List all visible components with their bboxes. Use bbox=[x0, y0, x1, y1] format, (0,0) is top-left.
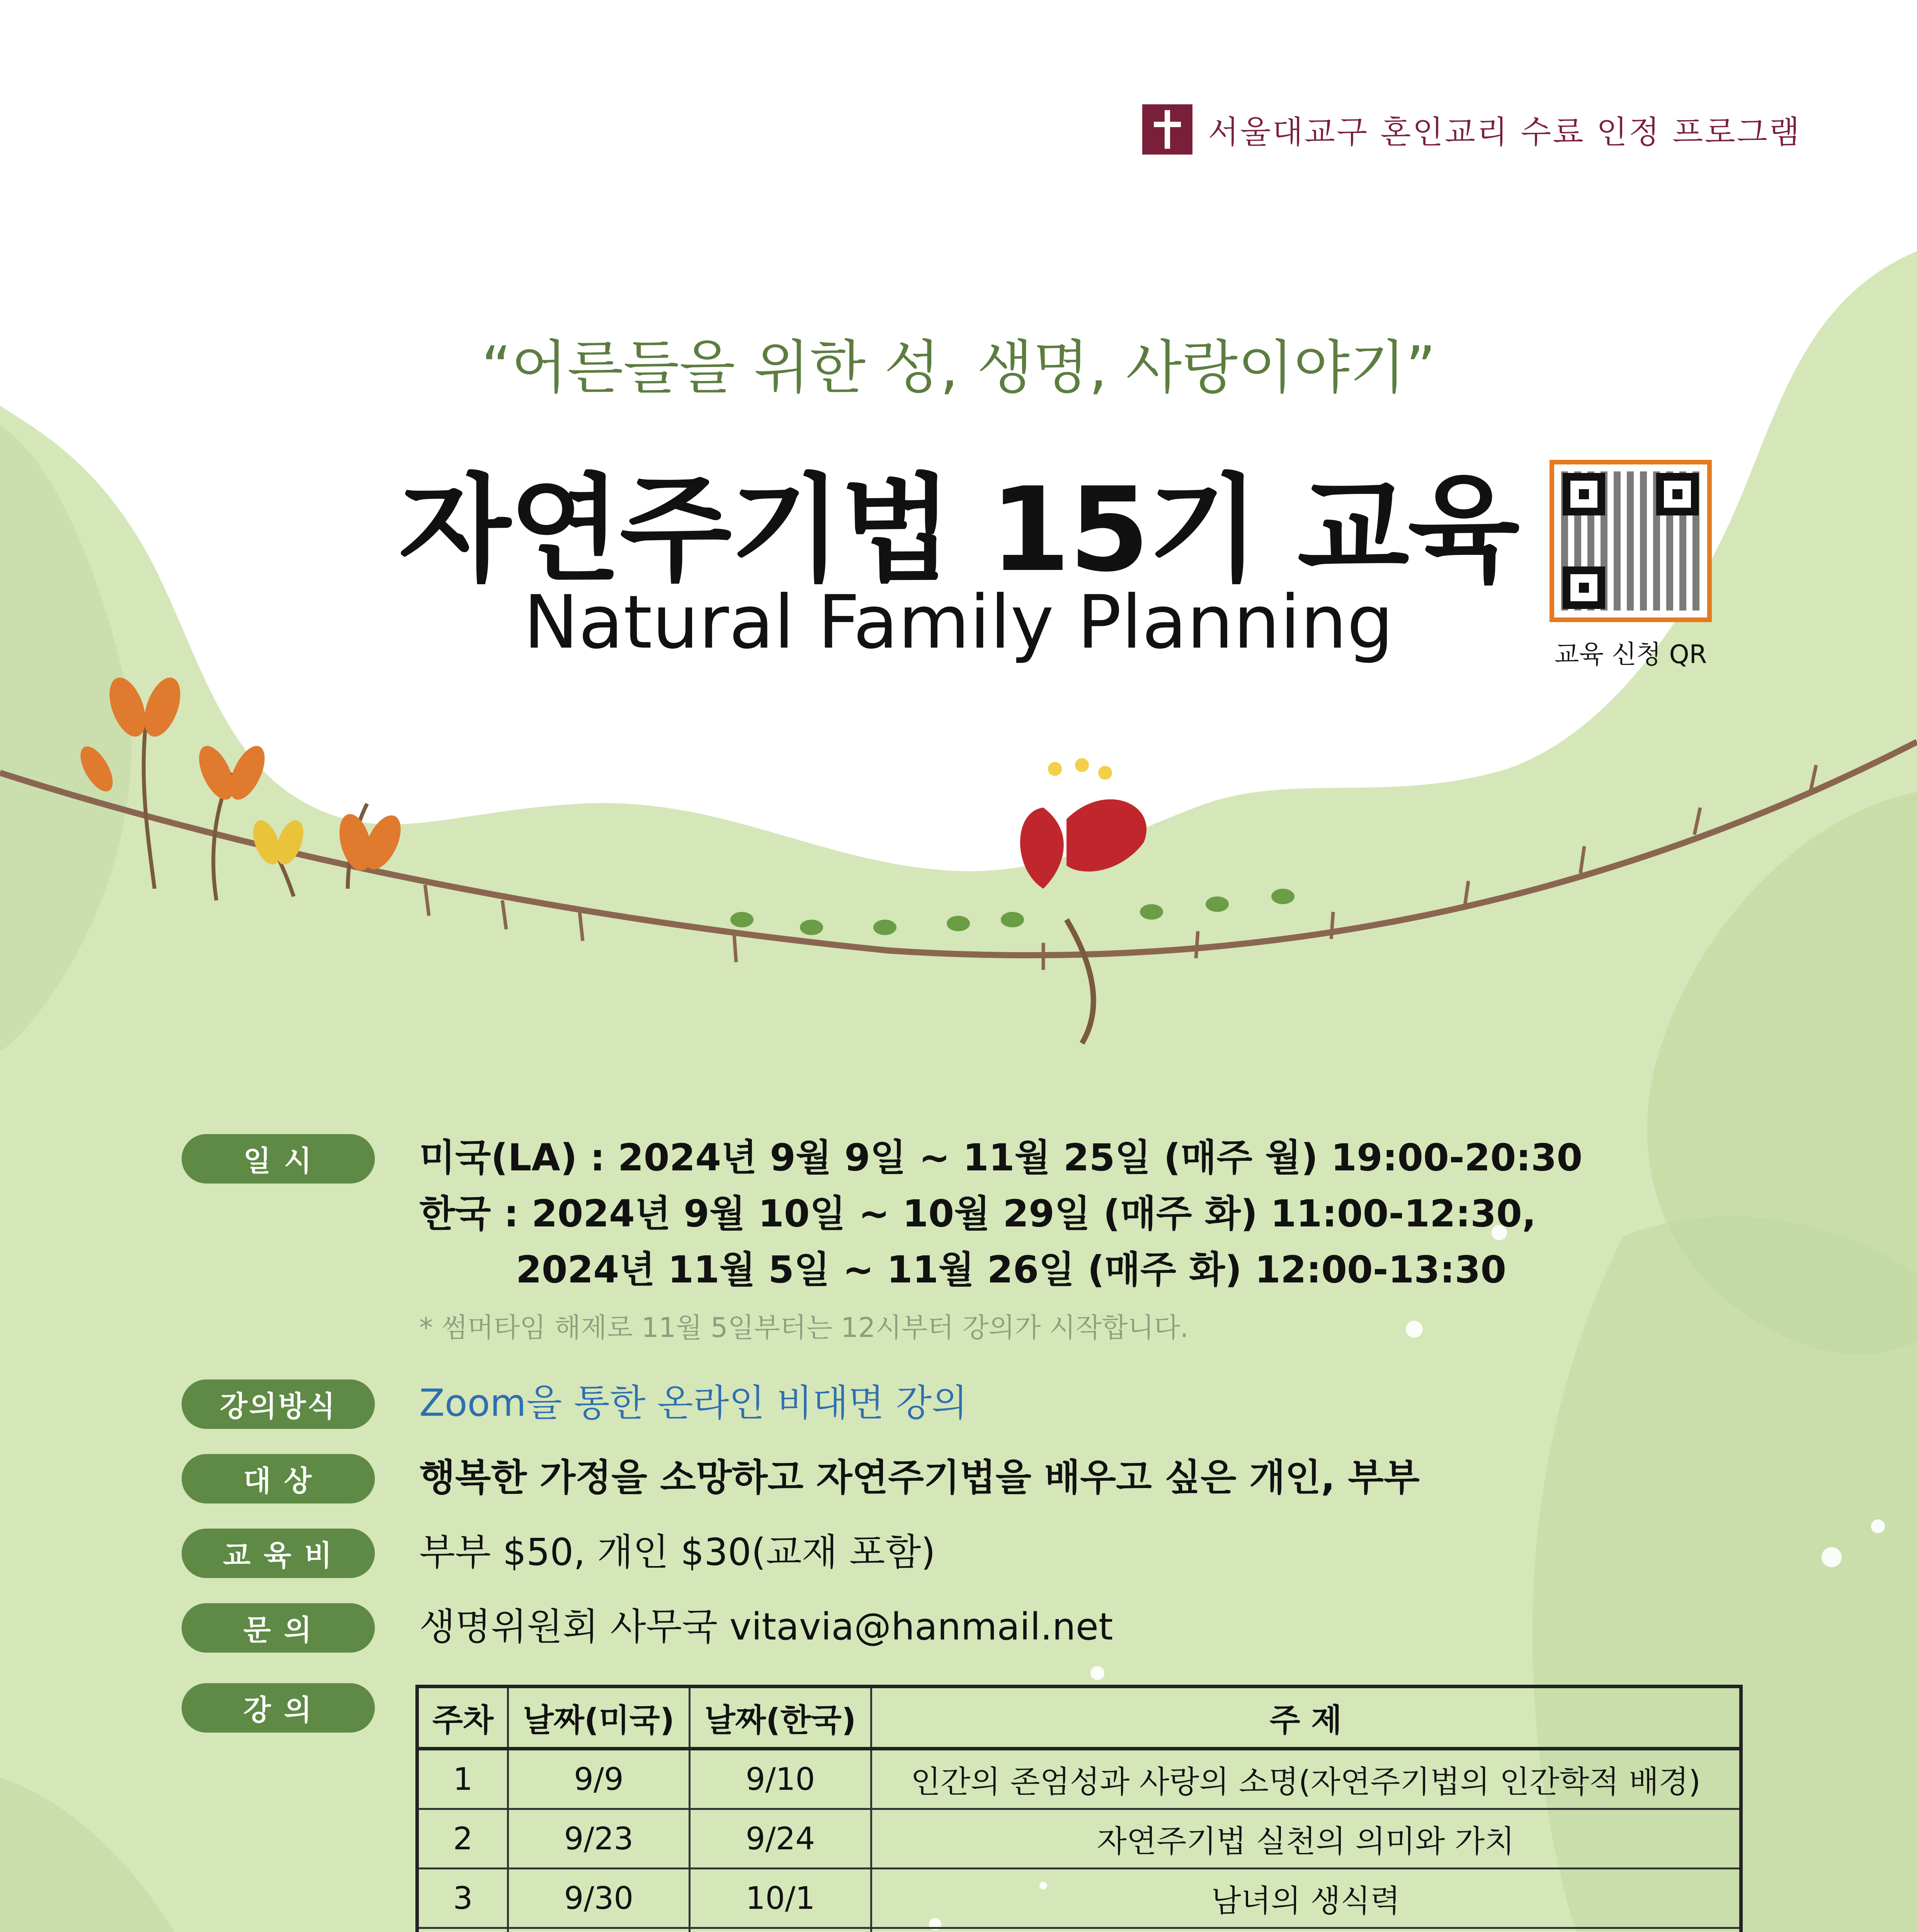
target-value: 행복한 가정을 소망하고 자연주기법을 배우고 싶은 개인, 부부 bbox=[419, 1456, 1420, 1499]
table-row bbox=[417, 1869, 1741, 1928]
qr-caption: 교육 신청 QR bbox=[1554, 639, 1707, 669]
fee-value: 부부 $50, 개인 $30(교재 포함) bbox=[419, 1531, 936, 1574]
org-program-line bbox=[1142, 100, 1801, 158]
table-row bbox=[417, 1749, 1741, 1809]
schedule-kr-1: 한국 : 2024년 9월 10일 ~ 10월 29일 (매주 화) 11:00-12:30, bbox=[419, 1192, 1536, 1235]
schedule-kr-2: 2024년 11월 5일 ~ 11월 26일 (매주 화) 12:00-13:30 bbox=[516, 1248, 1507, 1291]
table-header-row bbox=[417, 1687, 1741, 1749]
cell-date-us: 9/23 bbox=[508, 1809, 690, 1869]
zoom-text: Zoom bbox=[419, 1381, 526, 1425]
cell-topic bbox=[871, 1928, 1741, 1932]
cell-date-kr bbox=[690, 1928, 871, 1932]
cell-week: 1 bbox=[417, 1749, 508, 1809]
cell-topic: 남녀의 생식력 bbox=[871, 1869, 1741, 1928]
cell-date-us: 9/30 bbox=[508, 1869, 690, 1928]
table-row bbox=[417, 1809, 1741, 1869]
cell-week: 3 bbox=[417, 1869, 508, 1928]
col-topic: 주 제 bbox=[871, 1687, 1741, 1749]
table-row bbox=[417, 1928, 1741, 1932]
method-value bbox=[419, 1374, 968, 1427]
cell-topic: 인간의 존엄성과 사랑의 소명(자연주기법의 인간학적 배경) bbox=[871, 1749, 1741, 1809]
cell-date-kr: 9/24 bbox=[690, 1809, 871, 1869]
label-target: 대 상 bbox=[182, 1454, 375, 1503]
label-method: 강의방식 bbox=[182, 1379, 375, 1429]
col-date-kr: 날짜(한국) bbox=[690, 1687, 871, 1749]
label-schedule: 일 시 bbox=[182, 1134, 375, 1184]
cell-week: 2 bbox=[417, 1809, 508, 1869]
page-title-en: Natural Family Planning bbox=[523, 580, 1394, 665]
cell-date-kr: 9/10 bbox=[690, 1749, 871, 1809]
label-fee: 교 육 비 bbox=[182, 1529, 375, 1578]
label-contact: 문 의 bbox=[182, 1603, 375, 1653]
col-week: 주차 bbox=[417, 1687, 508, 1749]
cell-date-us: 9/9 bbox=[508, 1749, 690, 1809]
lecture-schedule-table bbox=[415, 1685, 1743, 1932]
label-lectures: 강 의 bbox=[182, 1683, 375, 1733]
archdiocese-icon bbox=[1142, 104, 1192, 155]
subtitle: “어른들을 위한 성, 생명, 사랑이야기” bbox=[481, 334, 1436, 401]
col-date-us: 날짜(미국) bbox=[508, 1687, 690, 1749]
method-rest: 을 통한 온라인 비대면 강의 bbox=[526, 1381, 968, 1425]
contact-value: 생명위원회 사무국 vitavia@hanmail.net bbox=[419, 1605, 1113, 1648]
cell-topic: 자연주기법 실천의 의미와 가치 bbox=[871, 1809, 1741, 1869]
schedule-note: * 썸머타임 해제로 11월 5일부터는 12시부터 강의가 시작합니다. bbox=[419, 1312, 1189, 1344]
schedule-us: 미국(LA) : 2024년 9월 9일 ~ 11월 25일 (매주 월) 19:00-20:30 bbox=[419, 1136, 1583, 1179]
registration-qr-code[interactable] bbox=[1550, 460, 1712, 622]
cell-week bbox=[417, 1928, 508, 1932]
cell-date-us bbox=[508, 1928, 690, 1932]
org-program-text: 서울대교구 혼인교리 수료 인정 프로그램 bbox=[1208, 114, 1801, 151]
page-title-ko: 자연주기법 15기 교육 bbox=[399, 463, 1518, 597]
cell-date-kr: 10/1 bbox=[690, 1869, 871, 1928]
